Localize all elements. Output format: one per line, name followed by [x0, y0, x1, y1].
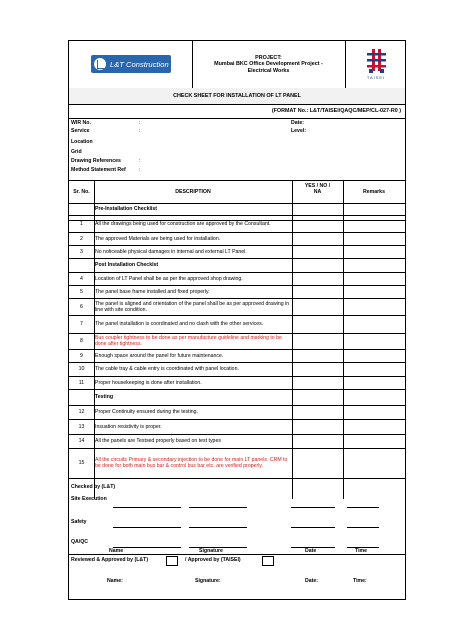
title-row	[69, 88, 405, 105]
table-row	[69, 298, 405, 316]
time-caption: Time	[355, 548, 368, 554]
header-row	[69, 41, 405, 89]
site-date-line	[291, 507, 335, 508]
row-number: 14	[78, 438, 85, 444]
section-pre-installation	[69, 202, 405, 216]
col-sr-no: Sr. No.	[73, 189, 90, 195]
level-label: Level:	[291, 128, 306, 134]
col-yes-no: YES / NO /	[304, 183, 331, 189]
taisei-text: TAISEI	[366, 75, 386, 80]
row-number: 1	[80, 220, 83, 227]
safety-date-line	[291, 527, 335, 528]
row-description: The cable tray & cable entry is coordinated with panel location.	[95, 366, 239, 372]
table-row	[69, 376, 405, 390]
row-number: 2	[80, 235, 83, 242]
row-number: 15	[78, 460, 85, 466]
signature-label: Signature:	[195, 578, 221, 584]
table-row	[69, 333, 405, 350]
approval-divider	[69, 554, 405, 555]
row-description: Insuation resistivity is proper.	[95, 423, 162, 430]
safety-label: Safety	[71, 519, 87, 525]
table-row	[69, 315, 405, 334]
table-row	[69, 448, 405, 479]
safety-name-line	[113, 527, 181, 528]
site-execution-label: Site Execution	[71, 496, 107, 502]
row-number: 11	[78, 379, 85, 386]
row-number: 12	[78, 409, 85, 415]
date-caption: Date	[305, 548, 317, 554]
row-description: All the circuits Primary & secondary injection to be done for main LT panels. CRM to be done for both main bus bar & control bus bar etc. are verified properly.	[95, 457, 288, 469]
row-description: No noticeable physical damages in internal and external LT Panel.	[95, 248, 247, 255]
reviewed-by-label: Reviewed & Approved by (L&T)	[71, 557, 149, 563]
table-row	[69, 419, 405, 435]
row-number: 3	[80, 248, 83, 255]
row-description: All the drawings being used for construction are approved by the Consultant.	[95, 220, 271, 227]
row-number: 5	[80, 288, 83, 295]
row-number: 9	[80, 352, 83, 359]
row-number: 10	[78, 366, 85, 372]
row-description: Location of LT Panel shall be as per the approved shop drawing.	[95, 275, 243, 282]
row-number: 7	[80, 321, 83, 327]
table-row	[69, 285, 405, 299]
row-number: 13	[78, 423, 85, 430]
row-number: 8	[80, 338, 83, 344]
row-description: Proper Continuity ensured during the testing.	[95, 409, 198, 415]
section-label: Testing	[95, 394, 114, 400]
col-na: NA	[313, 189, 322, 195]
lt-logo	[91, 55, 171, 73]
row-description: Bus coupler tightness to be done as per manufacture guideline and marking to be done after tightness.	[95, 335, 282, 347]
name-caption: Name	[109, 548, 124, 554]
date-label-bottom: Date:	[305, 578, 318, 584]
time-label-bottom: Time:	[353, 578, 367, 584]
row-number: 4	[80, 275, 83, 282]
wir-colon: :	[139, 120, 141, 126]
project-label: PROJECT:	[255, 54, 282, 61]
col-description: DESCRIPTION	[175, 189, 211, 195]
check-sheet	[68, 40, 406, 600]
site-signature-line	[189, 507, 247, 508]
method-statement-label: Method Statement Ref	[71, 167, 126, 173]
section-label: Post Installation Checklst	[95, 262, 159, 268]
format-number: (FORMAT No.: L&T/TAISEI/QAQC/MEP/CL-027-R0 )	[271, 108, 401, 114]
lt-logo-text: L&T Construction	[110, 59, 169, 69]
drawing-ref-label: Drawing References	[71, 158, 121, 164]
date-label: Date:	[291, 120, 304, 126]
wir-label: WIR No.	[71, 120, 91, 126]
qaqc-label: QA/QC	[71, 539, 89, 545]
signature-caption: Signature	[199, 548, 223, 554]
checklist-table	[69, 202, 405, 499]
taisei-logo-icon	[345, 41, 407, 88]
lt-emblem-icon	[94, 58, 106, 70]
section-testing	[69, 389, 405, 406]
row-description: The panel is aligned and orientation of the panel shall be as per approved drawing in line with site condition.	[95, 300, 290, 313]
row-number: 6	[80, 303, 83, 310]
table-row	[69, 349, 405, 363]
site-time-line	[347, 507, 379, 508]
taisei-logo-cell	[345, 41, 407, 88]
project-name-line1: Mumbai BKC Office Development Project -	[214, 61, 323, 68]
site-name-line	[113, 507, 181, 508]
grid-label: Grid	[71, 149, 82, 155]
row-description: The panel base frame installed and fixed properly.	[95, 288, 210, 295]
qaqc-name-line	[113, 547, 181, 548]
row-description: The panel installation is coordinated and no clash with the other services.	[95, 321, 264, 327]
table-row	[69, 434, 405, 449]
checked-by-label: Checked by (L&T)	[71, 484, 116, 490]
service-label: Service	[71, 128, 90, 134]
reviewed-checkbox[interactable]	[166, 556, 178, 566]
table-header	[69, 180, 405, 204]
approved-taisei-label: / Approved by (TAISEI)	[185, 557, 241, 563]
section-label: Pre-Installation Checklist	[95, 205, 157, 212]
lt-logo-cell	[69, 41, 193, 88]
service-colon: :	[139, 128, 141, 134]
approved-taisei-checkbox[interactable]	[262, 556, 274, 566]
table-row	[69, 232, 405, 246]
project-cell	[192, 41, 346, 88]
row-description: The approved Materials are being used for installation.	[95, 235, 221, 242]
row-description: Proper housekeeping is done after installation.	[95, 379, 202, 386]
page-title: CHECK SHEET FOR INSTALLATION OF LT PANEL	[173, 93, 301, 99]
col-yes-no-na	[292, 183, 343, 195]
table-row	[69, 215, 405, 233]
safety-time-line	[347, 527, 379, 528]
table-row	[69, 405, 405, 420]
method-colon: :	[139, 167, 141, 173]
location-label: Location	[71, 139, 93, 145]
row-description: All the panels are Testsed properly based on test types	[95, 438, 221, 444]
drawing-colon: :	[139, 158, 141, 164]
project-name-line2: Electrical Works	[247, 67, 290, 74]
name-label: Name:	[107, 578, 123, 584]
table-row	[69, 362, 405, 377]
format-row	[69, 104, 405, 119]
col-remarks: Remarks	[363, 189, 385, 195]
section-post-installation	[69, 258, 405, 273]
table-row	[69, 245, 405, 259]
table-row	[69, 272, 405, 286]
row-description: Enough space around the panel for future maintenance.	[95, 352, 224, 359]
safety-signature-line	[189, 527, 247, 528]
signature-block	[69, 478, 405, 599]
